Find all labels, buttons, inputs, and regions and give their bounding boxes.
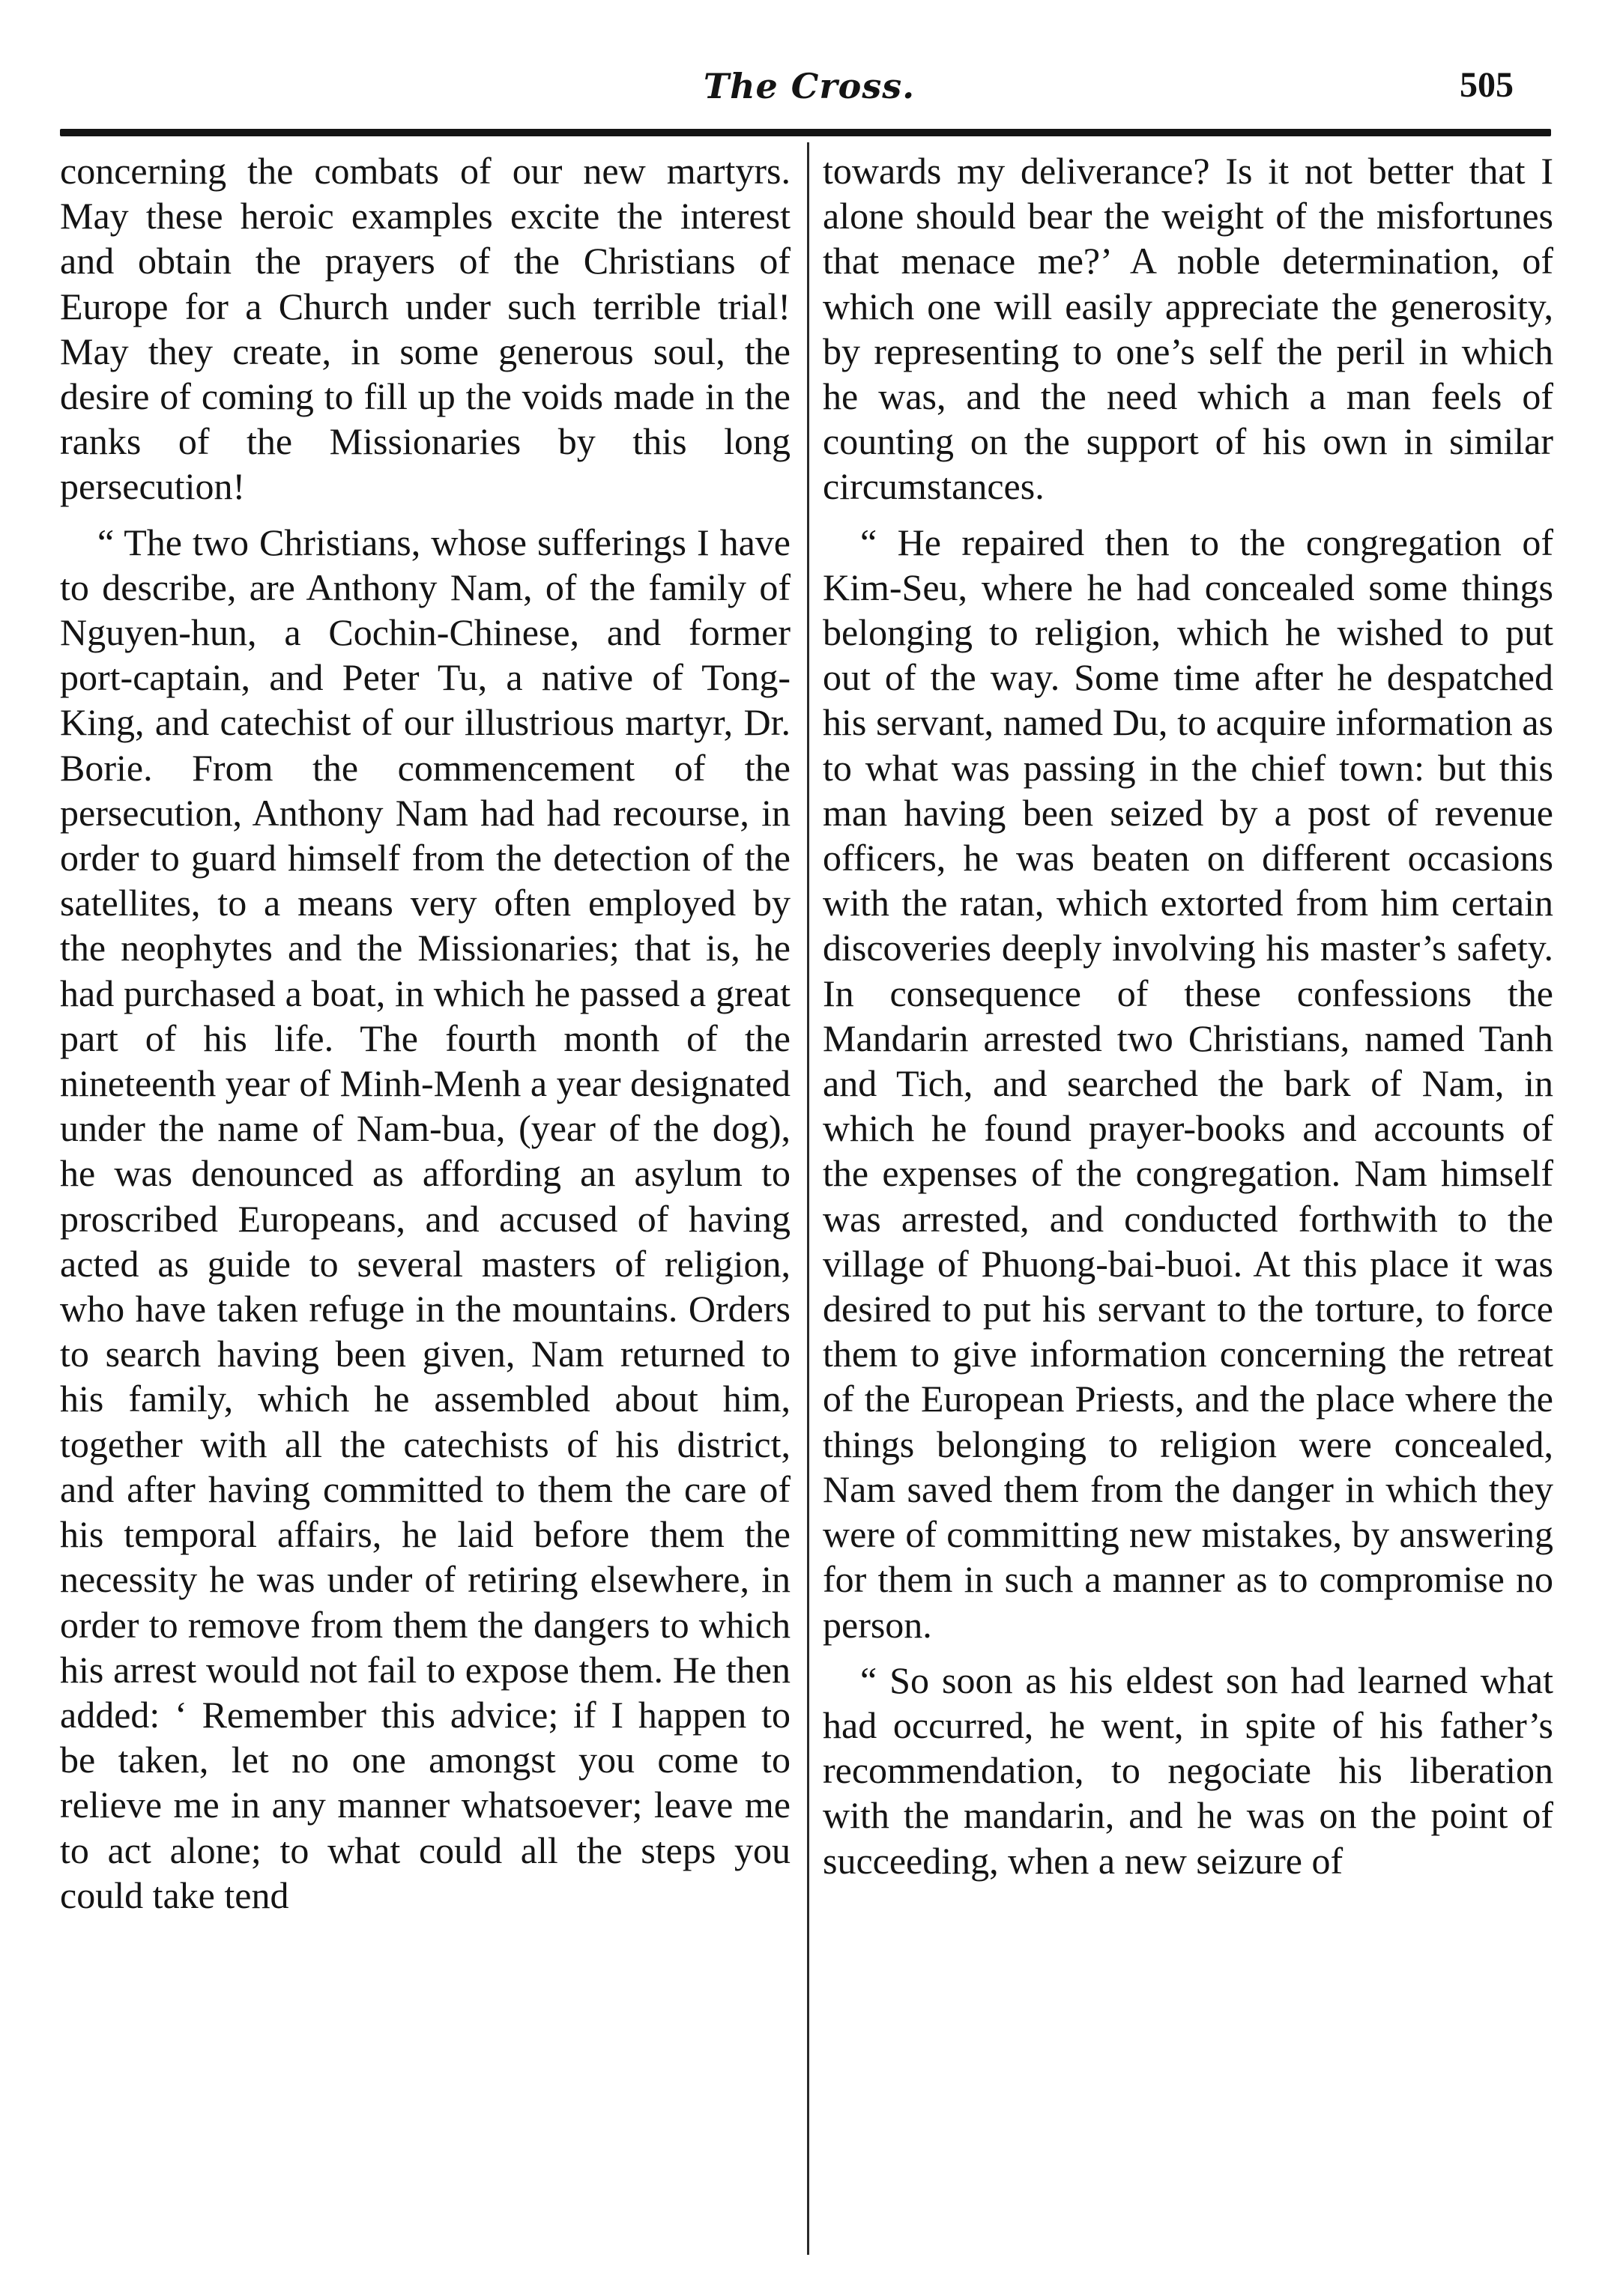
column-divider [807,142,809,2255]
paragraph: towards my deliverance? Is it not better that I alone should bear the weight of the misfortunes that menace me?’ A noble determination, of which one will easily appreciate the generosity, by representing to one’s self the peril in which he was, and the need which a man feels of counting on the support of his own in similar circumstances. [823,150,1553,508]
right-column [823,148,1553,1883]
left-column [60,148,791,1918]
running-head [60,60,1559,120]
paragraph: “ The two Christians, whose sufferings I have to describe, are Anthony Nam, of the family of Nguyen-hun, a Cochin-Chinese, and former port-captain, and Peter Tu, a native of Tong-King, and catechist of our illustrious martyr, Dr. Borie. From the commencement of the persecution, Anthony Nam had had recourse, in order to guard himself from the detection of the satellites, to a means very often employed by the neophytes and the Missionaries; that is, he had purchased a boat, in which he passed a great part of his life. The fourth month of the nineteenth year of Minh-Menh a year designated under the name of Nam-bua, (year of the dog), he was denounced as affording an asylum to proscribed Europeans, and accused of having acted as guide to several masters of religion, who have taken refuge in the mountains. Orders to search having been given, Nam returned to his family, which he assembled about him, together with all the catechists of his district, and after having committed to them the care of his temporal affairs, he laid before them the necessity he was under of retiring elsewhere, in order to remove from them the dangers to which his arrest would not fail to expose them. He then added: ‘ Remember this advice; if I happen to be taken, let no one amongst you come to relieve me in any manner whatsoever; leave me to act alone; to what could all the steps you could take tend [60,521,791,1916]
header-rule [60,129,1551,136]
paragraph: concerning the combats of our new martyrs. May these heroic examples excite the interest and obtain the prayers of the Christians of Europe for a Church under such terrible trial! May they create, in some generous soul, the desire of coming to fill up the voids made in the ranks of the Missionaries by this long persecution! [60,150,791,508]
paragraph: “ So soon as his eldest son had learned what had occurred, he went, in spite of his father’s recommendation, to negociate his liberation with the mandarin, and he was on the point of succeeding, when a new seizure of [823,1659,1553,1882]
paragraph: “ He repaired then to the congregation of Kim-Seu, where he had concealed some things belonging to religion, which he wished to put out of the way. Some time after he despatched his servant, named Du, to acquire information as to what was passing in the chief town: but this man having been seized by a post of revenue officers, he was beaten on different occasions with the ratan, which extorted from him certain discoveries deeply involving his master’s safety. In consequence of these confessions the Mandarin arrested two Christians, named Tanh and Tich, and searched the bark of Nam, in which he found prayer-books and accounts of the expenses of the congregation. Nam himself was arrested, and conducted forthwith to the village of Phuong-bai-buoi. At this place it was desired to put his servant to the torture, to force them to give information concerning the retreat of the European Priests, and the place where the things belonging to religion were concealed, Nam saved them from the danger in which they were of committing new mistakes, by answering for them in such a manner as to compromise no person. [823,521,1553,1646]
running-title: The Cross. [703,66,916,106]
page-number: 505 [1460,65,1514,105]
